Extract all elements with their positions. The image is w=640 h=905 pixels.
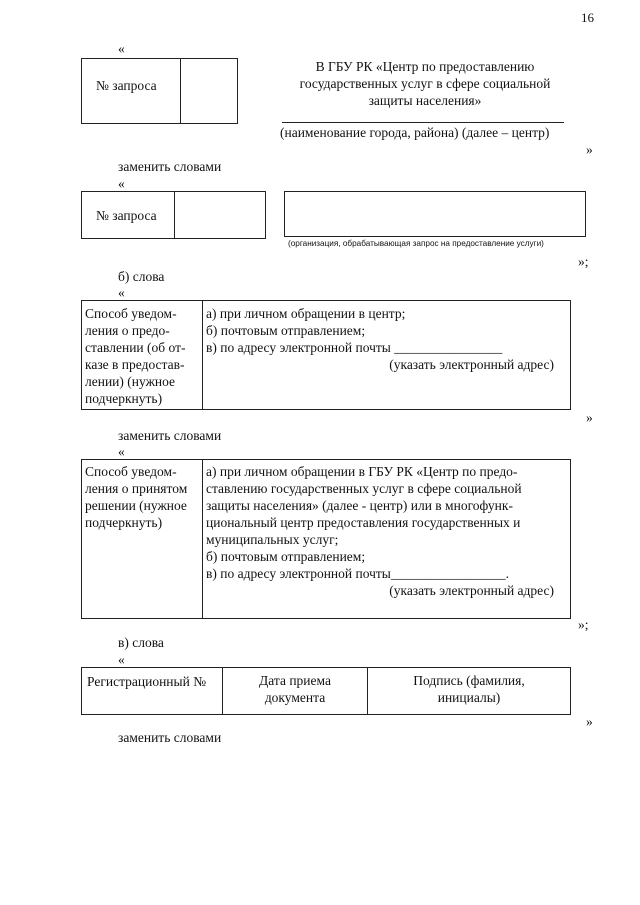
recipient-address [270,58,580,109]
notification-options [206,305,566,373]
acceptance-date-header: Дата приема документа [259,673,331,705]
request-number-box [81,191,266,239]
notification-method-table [81,300,571,410]
open-quote: « [118,285,125,300]
request-number-label: № запроса [96,208,157,223]
registration-number-header: Регистрационный № [87,674,207,689]
request-number-label: № запроса [96,78,157,93]
open-quote: « [118,41,125,56]
email-hint: (указать электронный адрес) [389,583,554,598]
address-caption: (наименование города, района) (далее – центр) [280,125,550,140]
open-quote: « [118,444,125,459]
registration-table [81,667,571,715]
cell-divider [174,192,175,238]
address-line-3: защиты населения» [368,93,482,108]
notification-method-label: Способ уведом- ления о предо- ставлении (об от- казе в предостав- лении) (нужное подчеркнуть) [85,306,186,406]
close-quote: » [586,142,593,157]
close-quote: »; [578,617,589,632]
option-email: в) по адресу электронной почты_________________. [206,566,510,581]
request-number-box [81,58,238,124]
replace-words-label: заменить словами [118,159,222,174]
option-mail: б) почтовым отправлением; [206,549,366,564]
address-line-2: государственных услуг в сфере социальной [299,76,551,91]
replace-words-label: заменить словами [118,428,222,443]
option-email: в) по адресу электронной почты ________________ [206,340,503,355]
decision-method-label: Способ уведом- ления о принятом решении (нужное подчеркнуть) [85,464,188,530]
cell-divider [180,59,181,123]
section-v-label: в) слова [118,635,164,650]
page-number: 16 [581,10,594,25]
close-quote: »; [578,254,589,269]
decision-options: а) при личном обращении в ГБУ РК «Центр по предо- ставлению государственных услуг в сфере социальной защиты населения» (далее - центр) или в многофунк- циональный центр предоставления государственных и муниципальных услуг; б) почтовым отправлением; в) по адресу электронной почты_________________. (указать электронный адрес) [206,463,566,599]
open-quote: « [118,176,125,191]
open-quote: « [118,652,125,667]
organization-caption: (организация, обрабатывающая запрос на предоставление услуги) [288,239,544,248]
cell-divider [202,460,203,618]
organization-box [284,191,586,237]
address-underline [282,122,564,123]
cell-divider [202,301,203,409]
close-quote: » [586,410,593,425]
email-hint: (указать электронный адрес) [389,357,554,372]
signature-header: Подпись (фамилия, инициалы) [413,673,525,705]
section-b-label: б) слова [118,269,165,284]
decision-notification-table [81,459,571,619]
address-line-1: В ГБУ РК «Центр по предоставлению [315,59,535,74]
option-in-person: а) при личном обращении в центр; [206,306,406,321]
close-quote: » [586,714,593,729]
replace-words-label: заменить словами [118,730,222,745]
option-mail: б) почтовым отправлением; [206,323,366,338]
option-in-person: а) при личном обращении в ГБУ РК «Центр по предо- [206,464,518,479]
